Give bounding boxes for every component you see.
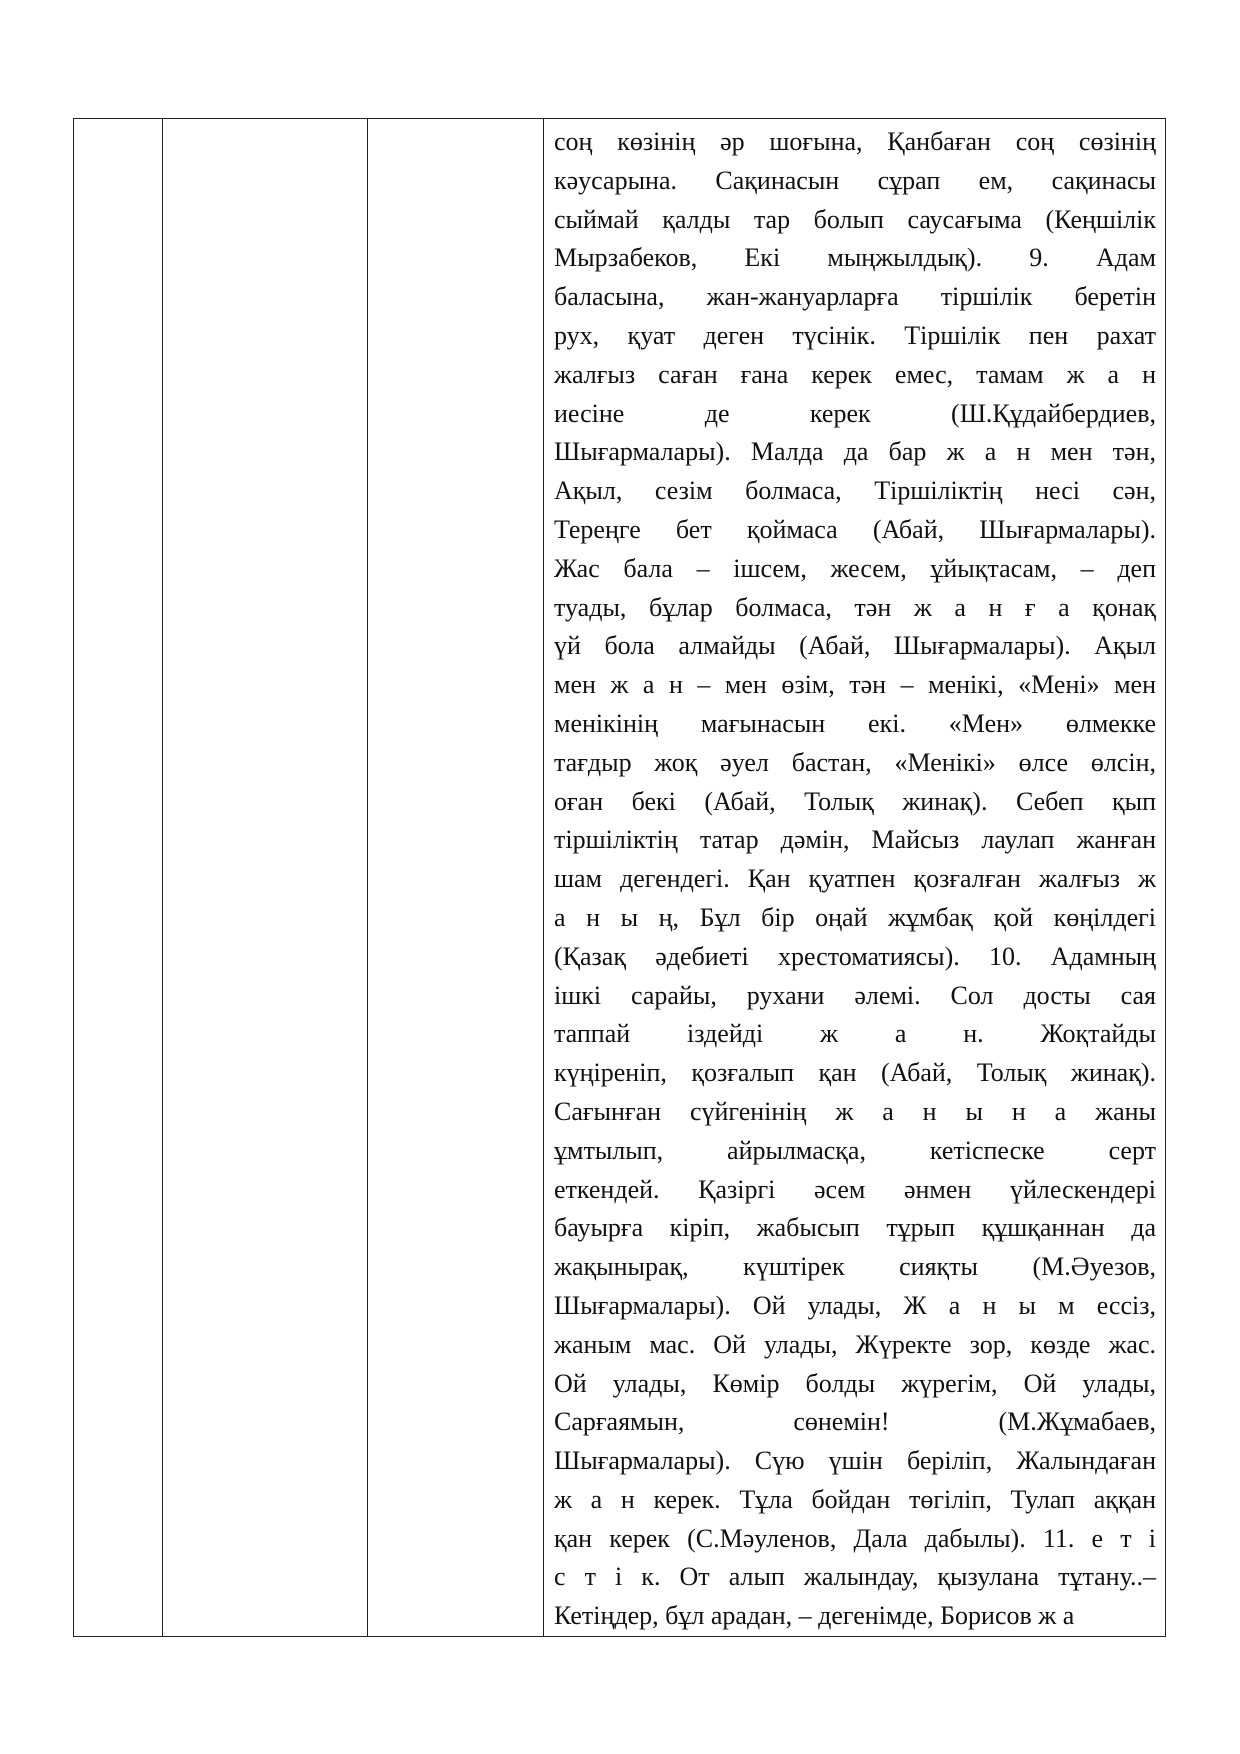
text-line: бауырға кіріп, жабысып тұрып құшқаннан да [554, 1213, 1156, 1243]
text-line: тағдыр жоқ әуел бастан, «Менікі» өлсе өлсін, [554, 747, 1156, 777]
text-line: сыймай қалды тар болып саусағыма (Кеңшілік [554, 204, 1156, 234]
text-line: Сарғаямын, сөнемін! (М.Жұмабаев, [554, 1407, 1156, 1437]
table-row [74, 119, 1166, 1637]
text-line: үй бола алмайды (Абай, Шығармалары). Ақыл [554, 631, 1156, 661]
text-line: иесіне де керек (Ш.Құдайбердиев, [554, 398, 1156, 428]
text-line: жаным мас. Ой улады, Жүректе зор, көзде жас. [554, 1329, 1156, 1359]
cell-text-body [544, 119, 1165, 1636]
text-line: мен ж а н – мен өзім, тән – менікі, «Мені» мен [554, 670, 1156, 700]
text-line: с т і к. От алып жалындау, қызулана тұтану..– [554, 1562, 1156, 1592]
table-cell-1 [74, 119, 163, 1637]
text-line: Жас бала – ішсем, жесем, ұйықтасам, – деп [554, 553, 1156, 583]
text-line: ішкі сарайы, рухани әлемі. Сол досты сая [554, 980, 1156, 1010]
text-line: а н ы ң, Бұл бір оңай жұмбақ қой көңілдегі [554, 902, 1156, 932]
text-line: оған бекі (Абай, Толық жинақ). Себеп қып [554, 786, 1156, 816]
text-line: менікінің мағынасын екі. «Мен» өлмекке [554, 708, 1156, 738]
text-line: Шығармалары). Ой улады, Ж а н ы м ессіз, [554, 1290, 1156, 1320]
text-line: туады, бұлар болмаса, тән ж а н ғ а қонақ [554, 592, 1156, 622]
text-line: кәусарына. Сақинасын сұрап ем, сақинасы [554, 165, 1156, 195]
table-cell-2 [163, 119, 368, 1637]
text-line: еткендей. Қазіргі әсем әнмен үйлескендері [554, 1174, 1156, 1204]
text-line: Кетіңдер, бұл арадан, – дегенімде, Борисов ж а [554, 1601, 1075, 1631]
text-line: таппай іздейді ж а н. Жоқтайды [554, 1019, 1156, 1049]
dictionary-table [73, 118, 1166, 1637]
text-line: ұмтылып, айрылмасқа, кетіспеске серт [554, 1135, 1156, 1165]
text-line: Тереңге бет қоймаса (Абай, Шығармалары). [554, 514, 1156, 544]
text-line: Ой улады, Көмір болды жүрегім, Ой улады, [554, 1368, 1156, 1398]
text-line: соң көзінің әр шоғына, Қанбаған соң сөзінің [554, 127, 1156, 156]
text-line: (Қазақ әдебиеті хрестоматиясы). 10. Адамның [554, 941, 1156, 971]
text-line: ж а н керек. Тұла бойдан төгіліп, Тулап аққан [554, 1484, 1156, 1514]
text-line: баласына, жан-жануарларға тіршілік беретін [554, 282, 1156, 312]
text-line: шам дегендегі. Қан қуатпен қозғалған жалғыз ж [554, 864, 1156, 894]
table-cell-3 [368, 119, 544, 1637]
text-line: күңіреніп, қозғалып қан (Абай, Толық жинақ). [554, 1058, 1156, 1088]
text-line: Шығармалары). Малда да бар ж а н мен тән, [554, 437, 1156, 467]
text-line: тіршіліктің татар дәмін, Майсыз лаулап жанған [554, 825, 1156, 855]
text-line: Ақыл, сезім болмаса, Тіршіліктің несі сән, [554, 476, 1156, 506]
text-line: Мырзабеков, Екі мыңжылдық). 9. Адам [554, 243, 1156, 273]
text-line: Шығармалары). Сүю үшін беріліп, Жалындаған [554, 1446, 1156, 1476]
text-line: жалғыз саған ғана керек емес, тамам ж а н [554, 359, 1156, 389]
table-cell-text [544, 119, 1166, 1637]
text-line: рух, қуат деген түсінік. Тіршілік пен рахат [554, 320, 1156, 350]
text-line: қан керек (С.Мәуленов, Дала дабылы). 11. е т і [554, 1523, 1156, 1553]
text-line: Сағынған сүйгенінің ж а н ы н а жаны [554, 1096, 1156, 1126]
text-line: жақынырақ, күштірек сияқты (М.Әуезов, [554, 1252, 1156, 1282]
